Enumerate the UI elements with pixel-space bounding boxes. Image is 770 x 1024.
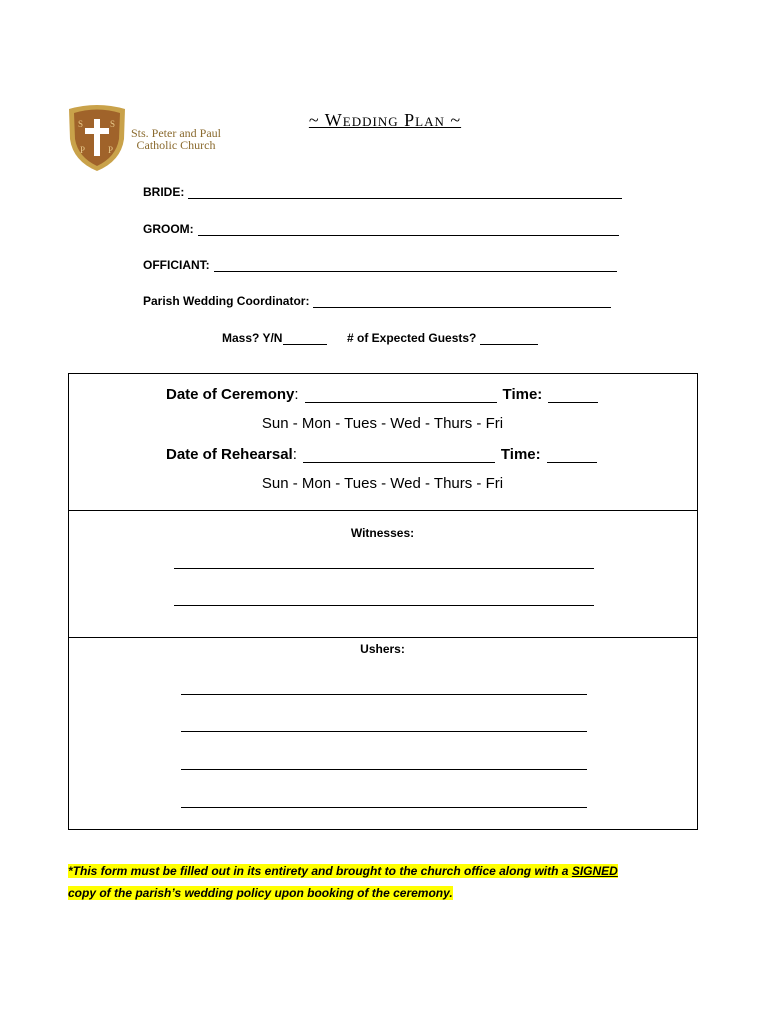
logo-monogram-s2: S <box>110 119 116 129</box>
church-name-line2: Catholic Church <box>136 138 216 152</box>
usher-line-1[interactable] <box>181 694 587 695</box>
instructions-note <box>68 860 688 904</box>
note-text-2: copy of the parish’s wedding policy upon booking of the ceremony. <box>68 886 453 900</box>
mass-label: Mass? Y/N <box>222 331 283 345</box>
officiant-label: OFFICIANT: <box>143 258 210 272</box>
shield-cross-icon <box>66 103 128 173</box>
bride-field[interactable] <box>143 185 622 199</box>
ceremony-row <box>166 386 598 403</box>
mass-field[interactable] <box>222 331 327 345</box>
mass-line[interactable] <box>283 333 327 345</box>
guests-label: # of Expected Guests? <box>347 331 477 345</box>
officiant-line[interactable] <box>214 260 617 272</box>
ceremony-label: Date of Ceremony <box>166 386 295 403</box>
page-title: ~ Wedding Plan ~ <box>308 110 462 130</box>
rehearsal-colon: : <box>292 446 297 463</box>
usher-line-4[interactable] <box>181 807 587 808</box>
witnesses-box <box>68 510 698 638</box>
church-name <box>121 127 231 151</box>
logo-monogram-p1: P <box>80 145 86 155</box>
ceremony-days: Sun - Mon - Tues - Wed - Thurs - Fri <box>261 415 504 432</box>
ceremony-time-label: Time: <box>502 386 543 403</box>
rehearsal-date-line[interactable] <box>303 448 495 463</box>
bride-line[interactable] <box>188 187 622 199</box>
bride-label: BRIDE: <box>143 185 185 199</box>
groom-field[interactable] <box>143 222 619 236</box>
ushers-heading: Ushers: <box>360 642 405 656</box>
coordinator-line[interactable] <box>313 296 611 308</box>
groom-line[interactable] <box>198 224 619 236</box>
note-text-1: *This form must be filled out in its entirety and brought to the church office along with a <box>68 864 572 878</box>
witness-line-2[interactable] <box>174 605 594 606</box>
coordinator-field[interactable] <box>143 294 611 308</box>
groom-label: GROOM: <box>143 222 194 236</box>
rehearsal-time-line[interactable] <box>547 448 597 463</box>
coordinator-label: Parish Wedding Coordinator: <box>143 294 310 308</box>
ceremony-time-line[interactable] <box>548 388 598 403</box>
logo-monogram-s1: S <box>78 119 84 129</box>
rehearsal-days: Sun - Mon - Tues - Wed - Thurs - Fri <box>261 475 504 492</box>
schedule-box <box>68 373 698 511</box>
rehearsal-row <box>166 446 597 463</box>
logo-monogram-p2: P <box>108 145 114 155</box>
rehearsal-time-label: Time: <box>500 446 541 463</box>
officiant-field[interactable] <box>143 258 617 272</box>
usher-line-3[interactable] <box>181 769 587 770</box>
rehearsal-label: Date of Rehearsal <box>166 446 293 463</box>
note-signed: SIGNED <box>571 864 618 878</box>
usher-line-2[interactable] <box>181 731 587 732</box>
church-logo <box>66 103 226 173</box>
ceremony-colon: : <box>294 386 299 403</box>
church-name-line1: Sts. Peter and Paul <box>131 126 221 140</box>
witness-line-1[interactable] <box>174 568 594 569</box>
guests-field[interactable] <box>347 331 538 345</box>
guests-line[interactable] <box>480 333 538 345</box>
witnesses-heading: Witnesses: <box>350 526 415 540</box>
ushers-box <box>68 637 698 830</box>
ceremony-date-line[interactable] <box>305 388 497 403</box>
